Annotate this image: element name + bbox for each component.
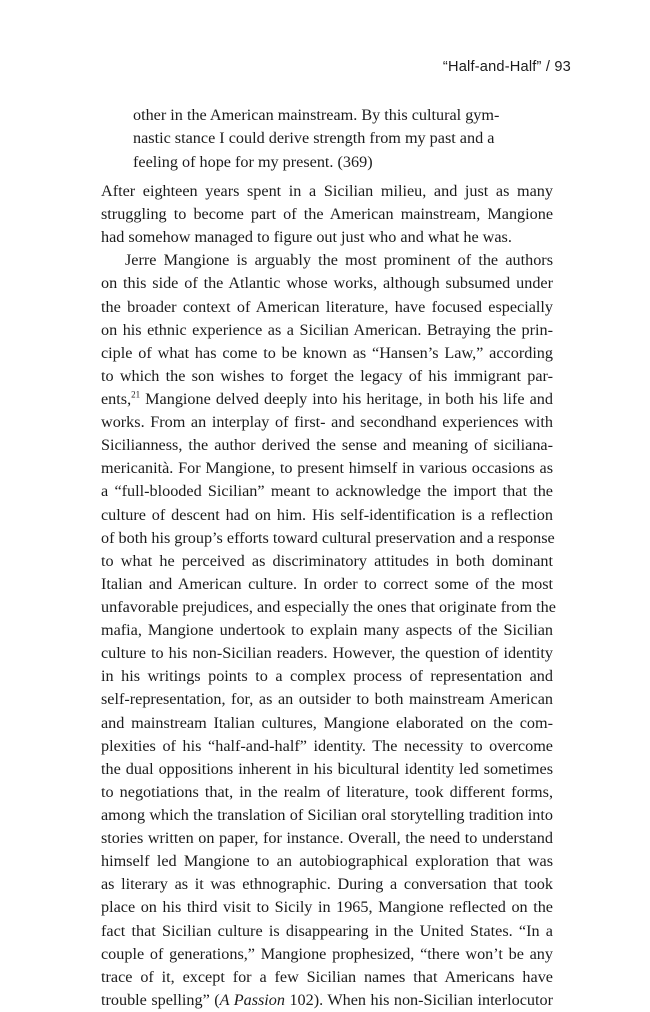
text-line: Italian and American culture. In order to correct some of the most (101, 574, 553, 593)
quote-line: feeling of hope for my present. (369) (133, 152, 373, 171)
text-line: struggling to become part of the American mainstream, Mangione (101, 205, 553, 224)
footnote-ref: 21 (131, 389, 141, 400)
text-line: fact that Sicilian culture is disappearing in the United States. “In a (101, 921, 553, 940)
text-fragment: 102). (284, 990, 328, 1009)
text-line: of both his group’s efforts toward cultural preservation and a response (101, 528, 555, 547)
text-line: to which the son wishes to forget the legacy of his immigrant par- (101, 366, 553, 385)
text-line: Jerre Mangione is arguably the most prominent of the authors (125, 251, 553, 270)
text-line-with-footnote (101, 388, 553, 411)
text-fragment: trouble spelling” ( (101, 990, 220, 1009)
text-line: and mainstream Italian cultures, Mangione elaborated on the com- (101, 713, 553, 732)
text-line: as literary as it was ethnographic. During a conversation that took (101, 875, 553, 894)
text-line: couple of generations,” Mangione prophesized, “there won’t be any (101, 944, 553, 963)
text-line: ciple of what has come to be known as “Hansen’s Law,” according (101, 343, 553, 362)
text-line: the broader context of American literature, have focused especially (101, 297, 553, 316)
text-line: mericanità. For Mangione, to present himself in various occasions as (101, 459, 553, 478)
text-line: Sicilianness, the author derived the sense and meaning of siciliana- (101, 436, 553, 455)
text-line: After eighteen years spent in a Sicilian milieu, and just as many (101, 182, 553, 200)
quote-line: nastic stance I could derive strength from my past and a (133, 129, 495, 148)
text-line: stories written on paper, for instance. Overall, the need to understand (101, 829, 553, 848)
text-line: on this side of the Atlantic whose works, although subsumed under (101, 274, 553, 293)
text-line: to what he perceived as discriminatory attitudes in both dominant (101, 551, 553, 570)
text-line: culture to his non-Sicilian readers. However, the question of identity (101, 644, 553, 663)
running-head: “Half-and-Half” / 93 (442, 59, 571, 75)
text-line-with-citation (101, 989, 553, 1012)
text-line: works. From an interplay of first- and secondhand experiences with (101, 413, 553, 432)
text-fragment: Mangione delved deeply into his heritage, in both his life and (140, 389, 553, 408)
citation-title: A Passion (219, 990, 285, 1009)
text-line: the dual oppositions inherent in his bicultural identity led sometimes (101, 759, 553, 778)
text-fragment: ents, (101, 389, 132, 408)
text-line: trace of it, except for a few Sicilian names that Americans have (101, 967, 553, 986)
quote-line: other in the American mainstream. By this cultural gym- (133, 106, 500, 124)
text-fragment: When his non-Sicilian interlocutor (327, 990, 553, 1009)
text-line: to negotiations that, in the realm of literature, took different forms, (101, 782, 553, 801)
text-line: himself led Mangione to an autobiographical exploration that was (101, 852, 553, 871)
text-line: place on his third visit to Sicily in 1965, Mangione reflected on the (101, 898, 553, 917)
text-line: on his ethnic experience as a Sicilian American. Betraying the prin- (101, 320, 553, 339)
text-line: had somehow managed to figure out just who and what he was. (101, 228, 512, 247)
block-quote (133, 104, 553, 174)
text-line: mafia, Mangione undertook to explain many aspects of the Sicilian (101, 621, 553, 640)
text-line: culture of descent had on him. His self-identification is a reflection (101, 505, 553, 524)
text-line: among which the translation of Sicilian oral storytelling tradition into (101, 805, 553, 824)
text-line: unfavorable prejudices, and especially the ones that originate from the (101, 597, 556, 616)
text-line: in his writings points to a complex process of representation and (101, 667, 553, 686)
text-line: self-representation, for, as an outsider to both mainstream American (101, 690, 553, 709)
body-text (101, 180, 556, 1012)
text-line: plexities of his “half-and-half” identity. The necessity to overcome (101, 736, 553, 755)
text-line: a “full-blooded Sicilian” meant to acknowledge the import that the (101, 482, 553, 501)
